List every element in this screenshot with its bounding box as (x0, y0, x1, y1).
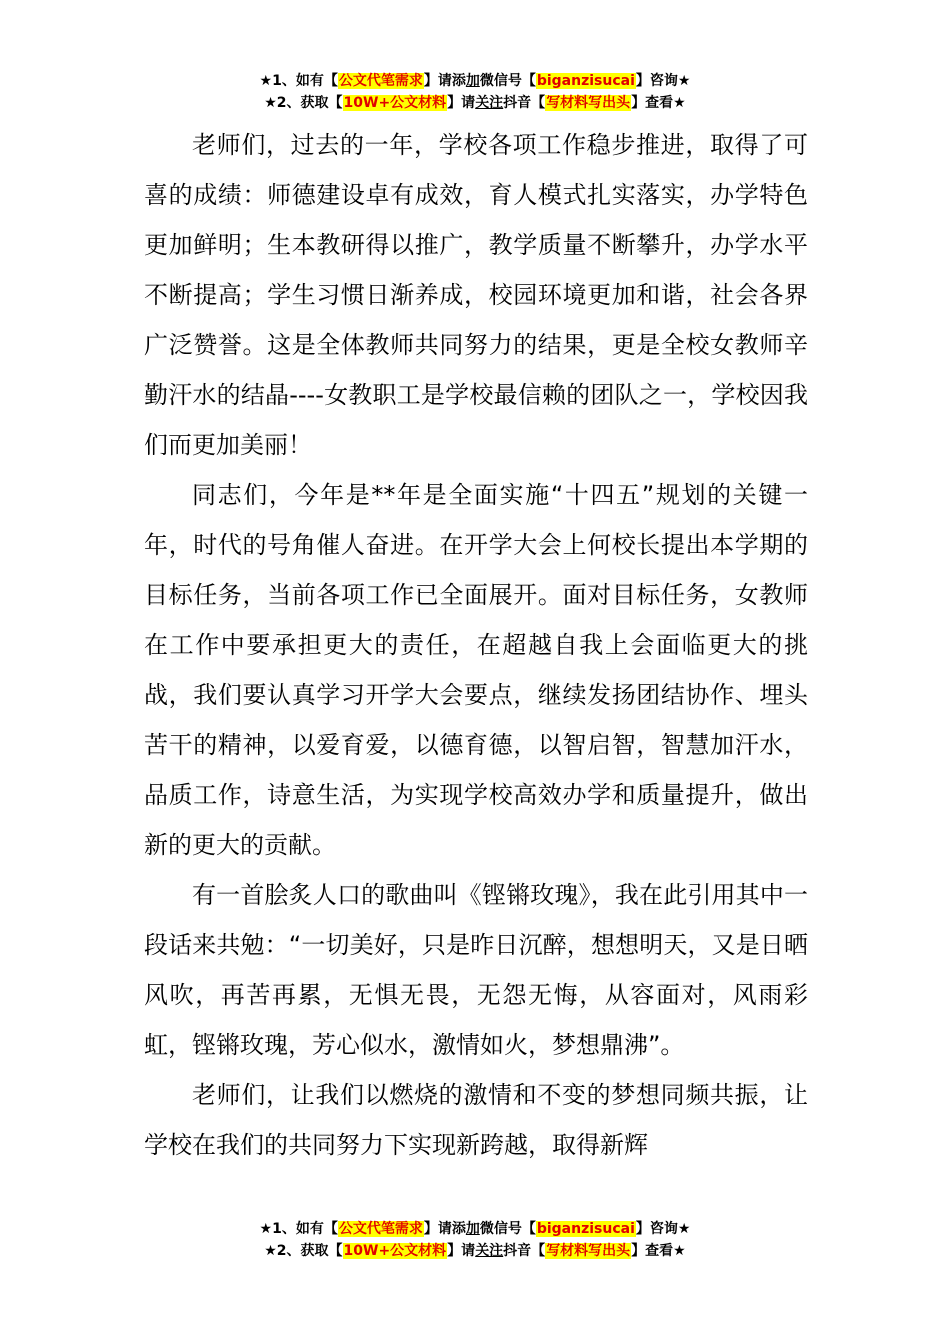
paragraph: 老师们，让我们以燃烧的激情和不变的梦想同频共振，让学校在我们的共同努力下实现新跨越，取得新辉 (144, 1081, 808, 1159)
promo-text: 抖音【 (503, 95, 546, 111)
promo-highlight: 公文代笔需求 (338, 1221, 423, 1237)
promo-text: 】查看★ (631, 1243, 686, 1259)
paragraph: 同志们，今年是**年是全面实施“十四五”规划的关键一年，时代的号角催人奋进。在开学大会上何校长提出本学期的目标任务，当前各项工作已全面展开。面对目标任务，女教师在工作中要承担更大的责任，在超越自我上会面临更大的挑战，我们要认真学习开学大会要点，继续发扬团结协作、埋头苦干的精神，以爱育爱，以德育德，以智启智，智慧加汗水，品质工作，诗意生活，为实现学校高效办学和质量提升，做出新的更大的贡献。 (144, 481, 808, 859)
promo-text: 抖音【 (503, 1243, 546, 1259)
paragraph: 老师们，过去的一年，学校各项工作稳步推进，取得了可喜的成绩：师德建设卓有成效，育人模式扎实落实，办学特色更加鲜明；生本教研得以推广，教学质量不断攀升，办学水平不断提高；学生习惯日渐养成，校园环境更加和谐，社会各界广泛赞誉。这是全体教师共同努力的结果，更是全校女教师辛勤汗水的结晶----女教职工是学校最信赖的团队之一，学校因我们而更加美丽！ (144, 131, 808, 459)
promo-text: ★1、如有【 (259, 1221, 338, 1237)
promo-text: ★1、如有【 (259, 73, 338, 89)
promo-underlined: 加 (465, 1221, 480, 1237)
promo-text: 】咨询★ (635, 1221, 691, 1237)
top-promo-banner (0, 70, 950, 114)
promo-text: 微信号【 (479, 73, 536, 89)
promo-highlight: 公文代笔需求 (338, 73, 423, 89)
promo-text: 微信号【 (479, 1221, 536, 1237)
paragraph: 有一首脍炙人口的歌曲叫《铿锵玫瑰》，我在此引用其中一段话来共勉：“一切美好，只是昨日沉醉，想想明天，又是日晒风吹，再苦再累，无惧无畏，无怨无悔，从容面对，风雨彩虹，铿锵玫瑰，芳心似水，激情如火，梦想鼎沸”。 (144, 881, 808, 1059)
promo-text: 】请添 (423, 1221, 466, 1237)
promo-text: ★2、获取【 (264, 1243, 343, 1259)
promo-text: 】请 (447, 1243, 476, 1259)
promo-highlight: 10W+公文材料 (343, 1243, 447, 1259)
promo-text: ★2、获取【 (264, 95, 343, 111)
promo-highlight: 写材料写出头 (546, 95, 631, 111)
promo-line-1 (0, 70, 950, 92)
promo-underlined: 加 (465, 73, 480, 89)
promo-highlight: 10W+公文材料 (343, 95, 447, 111)
promo-highlight: 写材料写出头 (546, 1243, 631, 1259)
promo-line-2 (0, 92, 950, 114)
promo-text: 】请 (447, 95, 476, 111)
document-body (144, 120, 808, 1170)
promo-highlight: biganzisucai (536, 73, 635, 89)
bottom-promo-banner (0, 1218, 950, 1262)
promo-underlined: 关注 (475, 1243, 504, 1259)
promo-line-1 (0, 1218, 950, 1240)
promo-text: 】请添 (423, 73, 466, 89)
promo-line-2 (0, 1240, 950, 1262)
promo-underlined: 关注 (475, 95, 504, 111)
promo-text: 】查看★ (631, 95, 686, 111)
promo-highlight: biganzisucai (536, 1221, 635, 1237)
promo-text: 】咨询★ (635, 73, 691, 89)
